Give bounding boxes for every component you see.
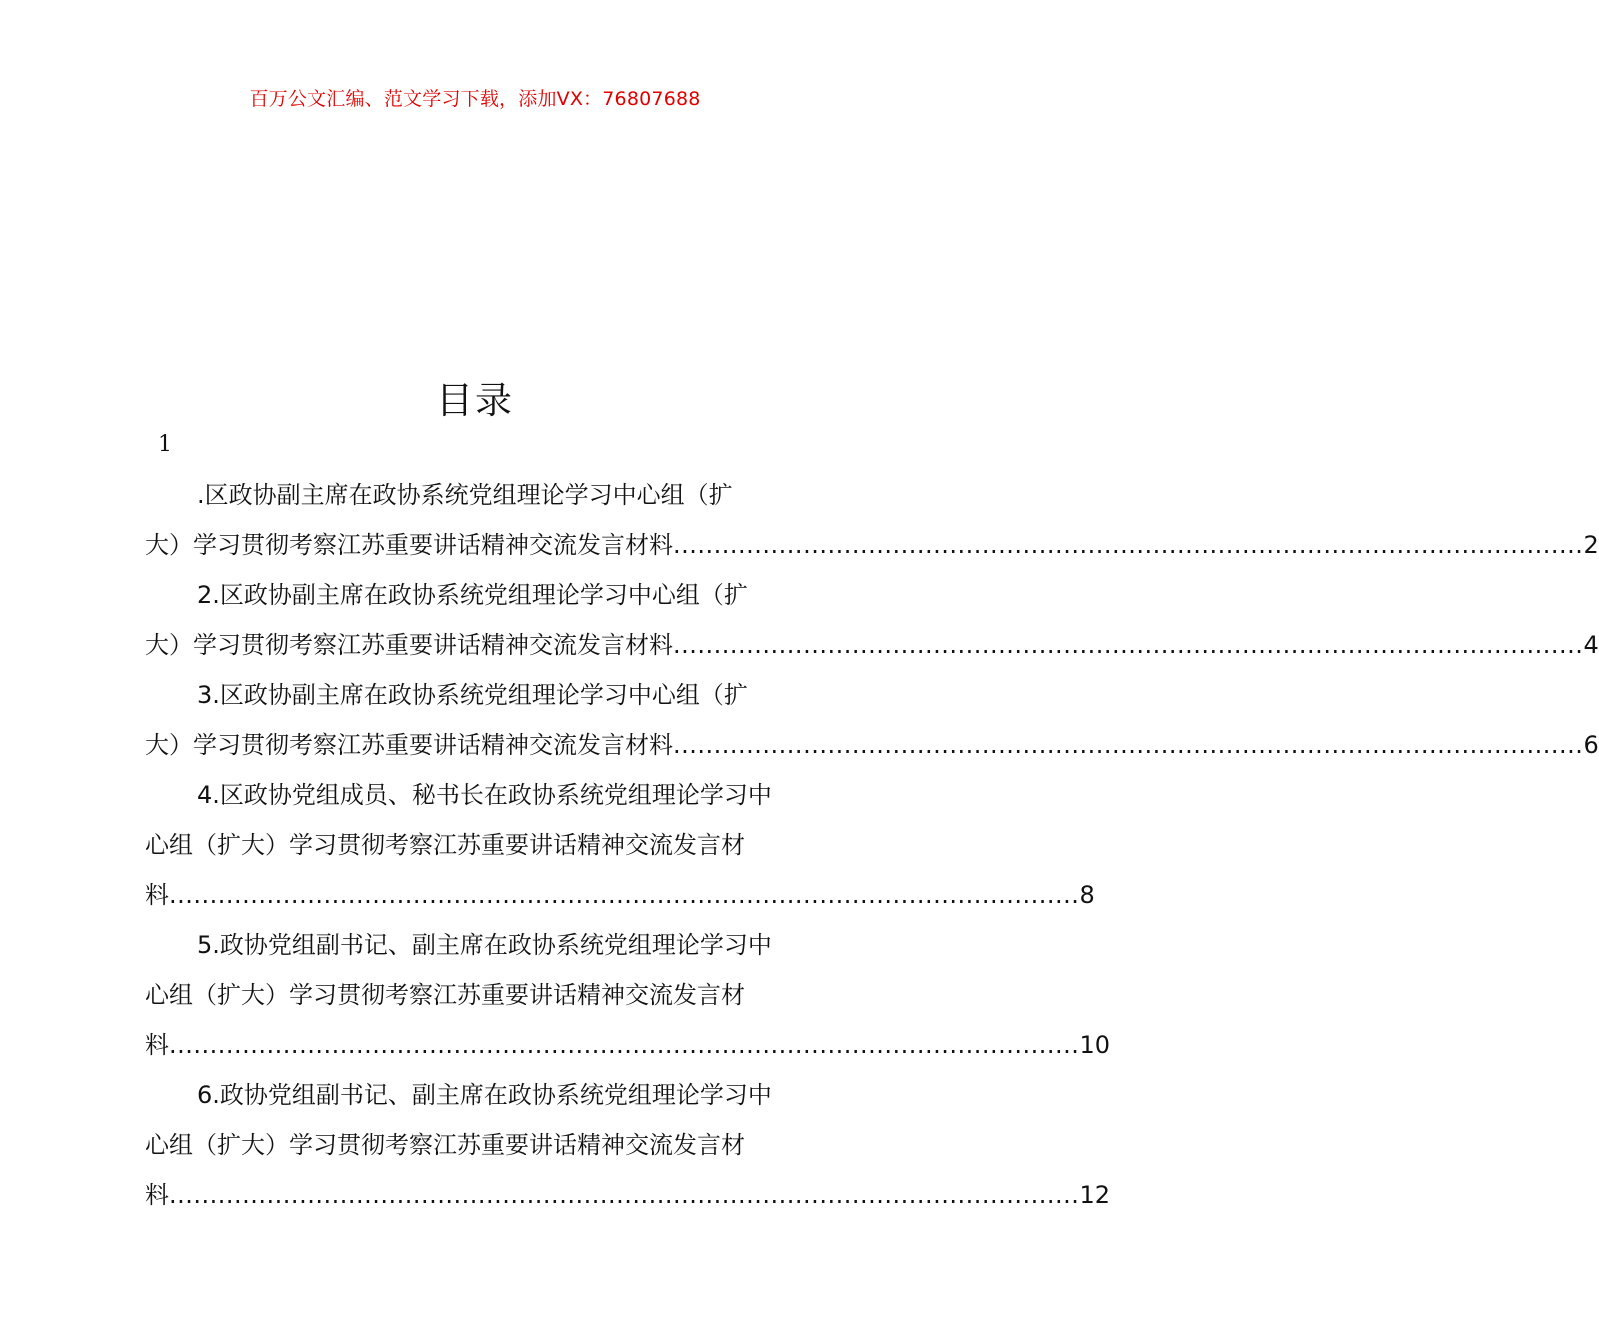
toc-entry-2[interactable]	[145, 570, 1599, 670]
toc-entry-line	[145, 470, 805, 520]
table-of-contents	[145, 470, 1599, 1220]
toc-entry-line	[145, 1170, 1110, 1220]
toc-leader-dots: ................................................................................................................	[169, 881, 1080, 909]
toc-entry-line	[145, 870, 1095, 920]
toc-entry-text: 料	[145, 1181, 169, 1209]
toc-entry-text: 5.政协党组副书记、副主席在政协系统党组理论学习中	[197, 931, 772, 959]
stray-number: 1	[158, 432, 172, 457]
toc-entry-line	[145, 1020, 1110, 1070]
toc-entry-line	[145, 670, 805, 720]
toc-entry-text: 4.区政协党组成员、秘书长在政协系统党组理论学习中	[197, 781, 772, 809]
toc-entry-text: 大）学习贯彻考察江苏重要讲话精神交流发言材料	[145, 731, 673, 759]
toc-entry-3[interactable]	[145, 670, 1599, 770]
toc-entry-line	[145, 970, 805, 1020]
toc-entry-5[interactable]	[145, 920, 1110, 1070]
toc-leader-dots: ................................................................................................................	[169, 1031, 1080, 1059]
toc-entry-text: 心组（扩大）学习贯彻考察江苏重要讲话精神交流发言材	[145, 981, 745, 1009]
toc-entry-text: 料	[145, 1031, 169, 1059]
toc-entry-line	[145, 520, 1599, 570]
toc-page-number: 6	[1583, 731, 1599, 759]
toc-entry-line	[145, 920, 805, 970]
toc-leader-dots: ................................................................................................................	[673, 631, 1584, 659]
toc-leader-dots: ................................................................................................................	[169, 1181, 1080, 1209]
toc-entry-text: 料	[145, 881, 169, 909]
toc-entry-line	[145, 620, 1599, 670]
toc-entry-text: 2.区政协副主席在政协系统党组理论学习中心组（扩	[197, 581, 748, 609]
toc-entry-line	[145, 770, 805, 820]
watermark-header: 百万公文汇编、范文学习下载，添加VX：76807688	[249, 88, 701, 110]
toc-entry-text: 大）学习贯彻考察江苏重要讲话精神交流发言材料	[145, 531, 673, 559]
toc-entry-text: 心组（扩大）学习贯彻考察江苏重要讲话精神交流发言材	[145, 1131, 745, 1159]
toc-page-number: 8	[1079, 881, 1095, 909]
toc-entry-line	[145, 720, 1599, 770]
toc-leader-dots: ................................................................................................................	[673, 531, 1584, 559]
toc-entry-line	[145, 570, 805, 620]
page-title: 目录	[436, 379, 514, 422]
toc-entry-1[interactable]	[145, 470, 1599, 570]
toc-entry-text: 心组（扩大）学习贯彻考察江苏重要讲话精神交流发言材	[145, 831, 745, 859]
toc-entry-6[interactable]	[145, 1070, 1110, 1220]
toc-entry-line	[145, 1070, 805, 1120]
toc-entry-4[interactable]	[145, 770, 1095, 920]
toc-entry-line	[145, 1120, 805, 1170]
toc-entry-text: .区政协副主席在政协系统党组理论学习中心组（扩	[197, 481, 733, 509]
toc-entry-text: 6.政协党组副书记、副主席在政协系统党组理论学习中	[197, 1081, 772, 1109]
toc-entry-text: 大）学习贯彻考察江苏重要讲话精神交流发言材料	[145, 631, 673, 659]
toc-page-number: 4	[1583, 631, 1599, 659]
toc-page-number: 10	[1079, 1031, 1110, 1059]
toc-page-number: 2	[1583, 531, 1599, 559]
toc-entry-text: 3.区政协副主席在政协系统党组理论学习中心组（扩	[197, 681, 748, 709]
toc-leader-dots: ................................................................................................................	[673, 731, 1584, 759]
toc-page-number: 12	[1079, 1181, 1110, 1209]
toc-entry-line	[145, 820, 805, 870]
